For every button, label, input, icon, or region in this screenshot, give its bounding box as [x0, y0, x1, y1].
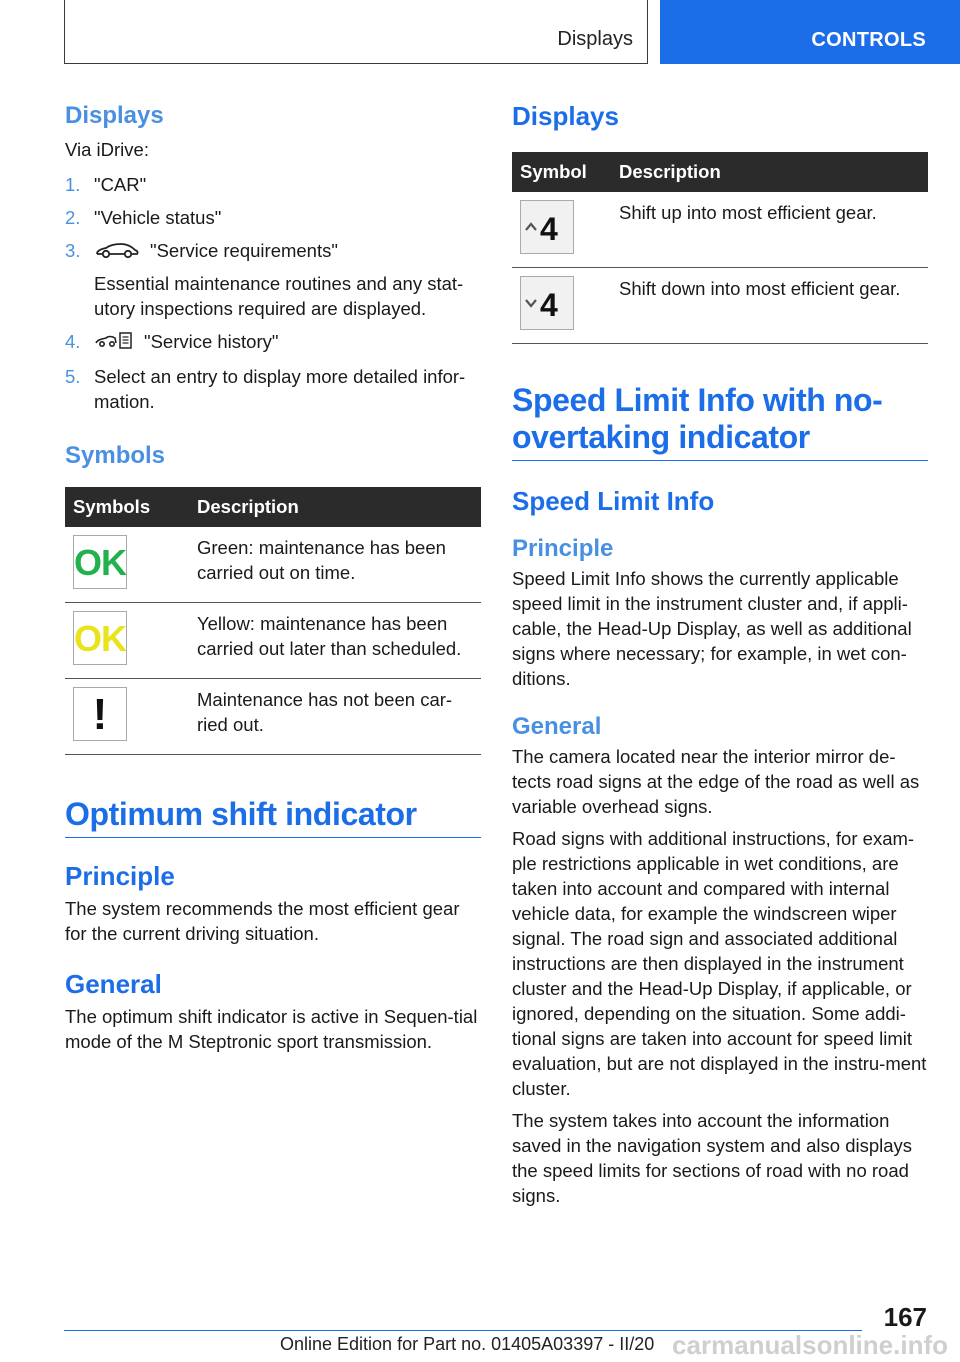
ok-green-icon: [73, 535, 127, 589]
footer-edition: Online Edition for Part no. 01405A03397 - II/20: [280, 1334, 655, 1354]
displays-heading: Displays: [65, 102, 164, 129]
gear-down-number: 4: [540, 286, 558, 320]
table-row: [65, 603, 481, 679]
header-chapter-tab: [660, 0, 960, 64]
symbols-table: [65, 487, 481, 755]
step-text: "Service history": [144, 330, 279, 352]
description-cell: Maintenance has not been car-ried out.: [189, 679, 481, 755]
left-column: [65, 100, 481, 1054]
list-item: [65, 205, 481, 230]
step-number: 2.: [65, 207, 81, 229]
step-number: 3.: [65, 240, 81, 262]
general-text: The optimum shift indicator is active in Sequen-tial mode of the M Steptronic sport transmission.: [65, 1006, 478, 1053]
description-cell: Shift down into most efficient gear.: [611, 267, 928, 343]
list-item: [65, 172, 481, 197]
service-history-icon: [94, 330, 134, 356]
ok-green-label: OK: [74, 541, 126, 583]
step-number: 5.: [65, 365, 81, 387]
symbols-heading: Symbols: [65, 441, 166, 469]
header-chapter-label: CONTROLS: [811, 29, 926, 51]
list-item: [65, 364, 481, 414]
step-subtext: Essential maintenance routines and any stat-utory inspections required are displayed.: [94, 272, 464, 319]
right-column: [512, 100, 928, 1208]
principle-text: The system recommends the most efficient gear for the current driving situation.: [65, 898, 460, 945]
exclamation-label: !: [92, 689, 108, 739]
step-body: [94, 329, 481, 356]
speed-limit-info-heading: Speed Limit Info: [512, 485, 715, 516]
table-header-row: [65, 487, 481, 527]
step-number: 4.: [65, 330, 81, 352]
idrive-steps: [65, 172, 481, 414]
general-paragraph-1: The camera located near the interior mirror de-tects road signs at the edge of the road as well as variable overhead signs.: [512, 745, 920, 817]
gear-down-icon: [520, 276, 574, 330]
exclamation-icon: [73, 687, 127, 741]
gear-up-icon: [520, 200, 574, 254]
speed-limit-title: Speed Limit Info with no-overtaking indicator: [512, 382, 928, 461]
table-row: [512, 267, 928, 343]
principle-heading-right: Principle: [512, 534, 614, 562]
page-number: 167: [883, 1302, 927, 1332]
via-idrive-text: Via iDrive:: [65, 139, 149, 161]
list-item: [65, 329, 481, 356]
principle-heading: Principle: [65, 861, 175, 892]
general-heading: General: [65, 969, 162, 1000]
ok-yellow-icon: [73, 611, 127, 665]
watermark: carmanualsonline.info: [672, 1330, 948, 1360]
symbol-cell: [65, 603, 189, 679]
symbol-cell: [65, 527, 189, 603]
car-icon: [94, 240, 140, 265]
symbol-cell: [65, 679, 189, 755]
header-section-title: Displays: [557, 28, 633, 50]
table-header-description: Description: [189, 487, 481, 527]
table-row: [512, 192, 928, 268]
ok-yellow-label: OK: [74, 617, 126, 659]
displays-heading-right: Displays: [512, 101, 619, 131]
general-paragraph-3: The system takes into account the information saved in the navigation system and also displays the speed limits for sections of road with no road signs.: [512, 1109, 913, 1206]
step-text: "CAR": [94, 174, 147, 196]
header-section-box: [64, 0, 648, 64]
description-cell: Green: maintenance has been carried out on time.: [189, 527, 481, 603]
general-heading-right: General: [512, 712, 602, 740]
description-cell: Shift up into most efficient gear.: [611, 192, 928, 268]
table-header-row: [512, 152, 928, 192]
table-header-symbol: Symbol: [512, 152, 611, 192]
optimum-shift-title: Optimum shift indicator: [65, 795, 481, 838]
step-text: "Vehicle status": [94, 207, 222, 229]
table-row: [65, 679, 481, 755]
principle-text-right: Speed Limit Info shows the currently applicable speed limit in the instrument cluster and, if appli-cable, the Head-Up Display, as well as additional signs where necessary; for example, in wet con-ditions.: [512, 567, 912, 689]
table-header-symbols: Symbols: [65, 487, 189, 527]
step-body: [94, 238, 481, 321]
step-number: 1.: [65, 174, 81, 196]
table-header-description: Description: [611, 152, 928, 192]
step-text: "Service requirements": [150, 240, 338, 262]
symbol-cell: [512, 267, 611, 343]
symbol-cell: [512, 192, 611, 268]
gear-up-number: 4: [540, 210, 558, 244]
step-text: Select an entry to display more detailed infor-mation.: [94, 365, 466, 412]
general-paragraph-2: Road signs with additional instructions, for exam-ple restrictions applicable in wet conditions, are taken into account and compared with internal vehicle data, for example the windscreen wiper signal. The road sign and associated additional instructions are then displayed in the instrument cluster and the Head-Up Display, if applicable, or ignored, depending on the situation. Some addi-tional signs are taken into account for speed limit evaluation, but are not displayed in the instru-ment cluster.: [512, 827, 927, 1099]
shift-symbols-table: [512, 152, 928, 344]
list-item: [65, 238, 481, 321]
table-row: [65, 527, 481, 603]
description-cell: Yellow: maintenance has been carried out later than scheduled.: [189, 603, 481, 679]
